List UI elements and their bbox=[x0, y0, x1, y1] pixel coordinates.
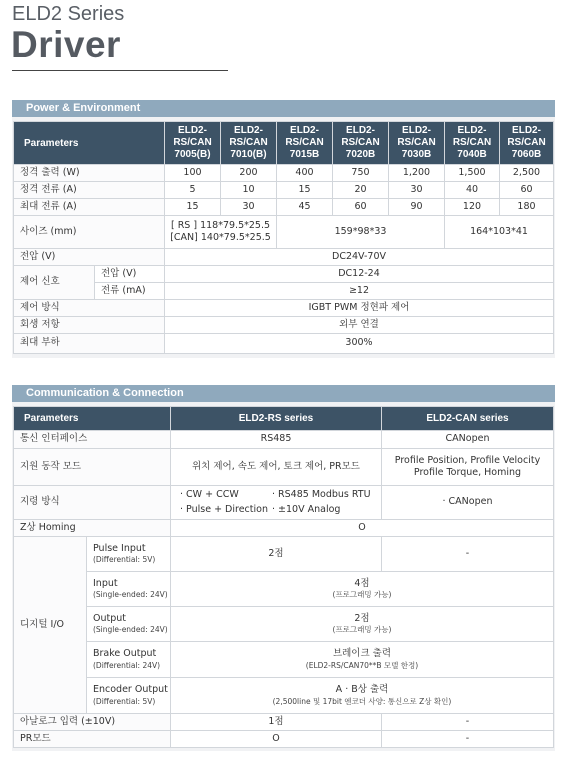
rated-current-label: 정격 전류 (A) bbox=[14, 182, 164, 198]
rated-output-value: 750 bbox=[333, 165, 388, 181]
output-name bbox=[87, 607, 170, 641]
comm-param-header: Parameters bbox=[14, 407, 170, 430]
output-note: (Single-ended: 24V) bbox=[93, 625, 168, 635]
output-value bbox=[171, 607, 553, 641]
can-series-header: ELD2-CAN series bbox=[382, 407, 553, 430]
voltage-value: DC24V-70V bbox=[165, 249, 553, 265]
model-header: ELD2- RS/CAN 7015B bbox=[277, 122, 332, 164]
control-signal-label: 제어 신호 bbox=[14, 266, 94, 299]
rated-output-value: 1,200 bbox=[389, 165, 444, 181]
max-current-value: 90 bbox=[389, 199, 444, 215]
max-current-value: 120 bbox=[445, 199, 499, 215]
output-count: 2점 bbox=[354, 612, 370, 624]
rated-current-value: 60 bbox=[500, 182, 553, 198]
power-table bbox=[13, 121, 554, 354]
input-sub: (프로그래밍 가능) bbox=[332, 590, 392, 600]
model-header: ELD2- RS/CAN 7040B bbox=[445, 122, 499, 164]
control-method-value: IGBT PWM 정현파 제어 bbox=[165, 300, 553, 316]
regen-value: 외부 연결 bbox=[165, 317, 553, 333]
rated-current-value: 40 bbox=[445, 182, 499, 198]
digital-io-label: 디지털 I/O bbox=[14, 537, 86, 713]
interface-label: 통신 인터페이스 bbox=[14, 431, 170, 448]
modes-can-line2: Profile Torque, Homing bbox=[413, 467, 522, 478]
size-can: [CAN] 140*79.5*25.5 bbox=[170, 232, 271, 243]
control-signal-current-value: ≥12 bbox=[165, 283, 553, 299]
rated-current-value: 30 bbox=[389, 182, 444, 198]
encoder-output-title: Encoder Output bbox=[93, 684, 168, 696]
size-rs-can bbox=[165, 216, 276, 248]
pulse-input-can: - bbox=[382, 537, 553, 571]
rated-current-value: 10 bbox=[221, 182, 276, 198]
rated-current-value: 20 bbox=[333, 182, 388, 198]
pr-mode-label: PR모드 bbox=[14, 731, 170, 747]
pr-mode-rs: O bbox=[171, 731, 381, 747]
control-signal-current-label: 전류 (mA) bbox=[95, 283, 164, 299]
analog-input-label: 아날로그 입력 (±10V) bbox=[14, 714, 170, 730]
power-section-title: Power & Environment bbox=[12, 100, 555, 117]
modes-rs: 위치 제어, 속도 제어, 토크 제어, PR모드 bbox=[171, 449, 381, 485]
input-count: 4점 bbox=[354, 577, 370, 589]
pulse-input-rs: 2점 bbox=[171, 537, 381, 571]
rated-current-value: 5 bbox=[165, 182, 220, 198]
max-current-value: 180 bbox=[500, 199, 553, 215]
model-header: ELD2- RS/CAN 7030B bbox=[389, 122, 444, 164]
rated-output-value: 200 bbox=[221, 165, 276, 181]
title-underline bbox=[12, 70, 228, 71]
rated-output-value: 400 bbox=[277, 165, 332, 181]
command-rs bbox=[171, 486, 381, 519]
interface-rs: RS485 bbox=[171, 431, 381, 448]
encoder-output-name bbox=[87, 678, 170, 713]
max-load-value: 300% bbox=[165, 334, 553, 353]
brake-output-value bbox=[171, 642, 553, 677]
command-label: 지령 방식 bbox=[14, 486, 170, 519]
brake-output-title: Brake Output bbox=[93, 648, 157, 660]
pulse-input-note: (Differential: 5V) bbox=[93, 555, 156, 565]
command-can: · CANopen bbox=[382, 486, 553, 519]
control-signal-voltage-label: 전압 (V) bbox=[95, 266, 164, 282]
analog-input-rs: 1점 bbox=[171, 714, 381, 730]
rated-current-value: 15 bbox=[277, 182, 332, 198]
max-load-label: 최대 부하 bbox=[14, 334, 164, 353]
encoder-output-sub: (2,500line 및 17bit 엔코더 사양: 통신으로 Z상 확인) bbox=[272, 696, 452, 706]
command-rs-1: · CW + CCW bbox=[180, 489, 239, 501]
voltage-label: 전압 (V) bbox=[14, 249, 164, 265]
input-title: Input bbox=[93, 577, 118, 589]
z-homing-value: O bbox=[171, 520, 553, 536]
model-header: ELD2- RS/CAN 7020B bbox=[333, 122, 388, 164]
size-mid: 159*98*33 bbox=[277, 216, 444, 248]
rated-output-label: 정격 출력 (W) bbox=[14, 165, 164, 181]
encoder-output-value bbox=[171, 678, 553, 713]
pr-mode-can: - bbox=[382, 731, 553, 747]
rated-output-value: 1,500 bbox=[445, 165, 499, 181]
command-rs-3: · Pulse + Direction bbox=[180, 503, 268, 515]
communication-section bbox=[12, 385, 555, 751]
series-title: ELD2 Series bbox=[12, 3, 125, 25]
analog-input-can: - bbox=[382, 714, 553, 730]
encoder-output-note: (Differential: 5V) bbox=[93, 696, 156, 706]
brake-output-text: 브레이크 출력 bbox=[332, 648, 392, 660]
power-environment-section bbox=[12, 100, 555, 358]
brake-output-note: (Differential: 24V) bbox=[93, 660, 161, 670]
control-signal-voltage-value: DC12-24 bbox=[165, 266, 553, 282]
max-current-value: 15 bbox=[165, 199, 220, 215]
pulse-input-name bbox=[87, 537, 170, 571]
pulse-input-title: Pulse Input bbox=[93, 542, 146, 554]
power-param-header: Parameters bbox=[14, 122, 164, 164]
control-method-label: 제어 방식 bbox=[14, 300, 164, 316]
z-homing-label: Z상 Homing bbox=[14, 520, 170, 536]
input-value bbox=[171, 572, 553, 606]
output-sub: (프로그래밍 가능) bbox=[332, 625, 392, 635]
max-current-value: 60 bbox=[333, 199, 388, 215]
regen-label: 회생 저항 bbox=[14, 317, 164, 333]
modes-can bbox=[382, 449, 553, 485]
model-header: ELD2- RS/CAN 7010(B) bbox=[221, 122, 276, 164]
rs-series-header: ELD2-RS series bbox=[171, 407, 381, 430]
model-header: ELD2- RS/CAN 7005(B) bbox=[165, 122, 220, 164]
brake-output-sub: (ELD2-RS/CAN70**B 모델 한정) bbox=[305, 660, 419, 670]
comm-table bbox=[13, 406, 554, 748]
interface-can: CANopen bbox=[382, 431, 553, 448]
rated-output-value: 2,500 bbox=[500, 165, 553, 181]
model-header: ELD2- RS/CAN 7060B bbox=[500, 122, 553, 164]
size-label: 사이즈 (mm) bbox=[14, 216, 164, 248]
command-rs-2: · RS485 Modbus RTU bbox=[272, 489, 371, 501]
rated-output-value: 100 bbox=[165, 165, 220, 181]
modes-label: 지원 동작 모드 bbox=[14, 449, 170, 485]
command-rs-4: · ±10V Analog bbox=[272, 503, 341, 515]
max-current-value: 45 bbox=[277, 199, 332, 215]
output-title: Output bbox=[93, 612, 126, 624]
page-title: Driver bbox=[11, 24, 121, 65]
size-rs: [ RS ] 118*79.5*25.5 bbox=[170, 219, 271, 231]
encoder-output-text: A · B상 출력 bbox=[335, 684, 389, 696]
max-current-label: 최대 전류 (A) bbox=[14, 199, 164, 215]
input-note: (Single-ended: 24V) bbox=[93, 590, 168, 600]
size-right: 164*103*41 bbox=[445, 216, 553, 248]
input-name bbox=[87, 572, 170, 606]
comm-section-title: Communication & Connection bbox=[12, 385, 555, 402]
brake-output-name bbox=[87, 642, 170, 677]
modes-can-line1: Profile Position, Profile Velocity bbox=[394, 454, 541, 466]
max-current-value: 30 bbox=[221, 199, 276, 215]
